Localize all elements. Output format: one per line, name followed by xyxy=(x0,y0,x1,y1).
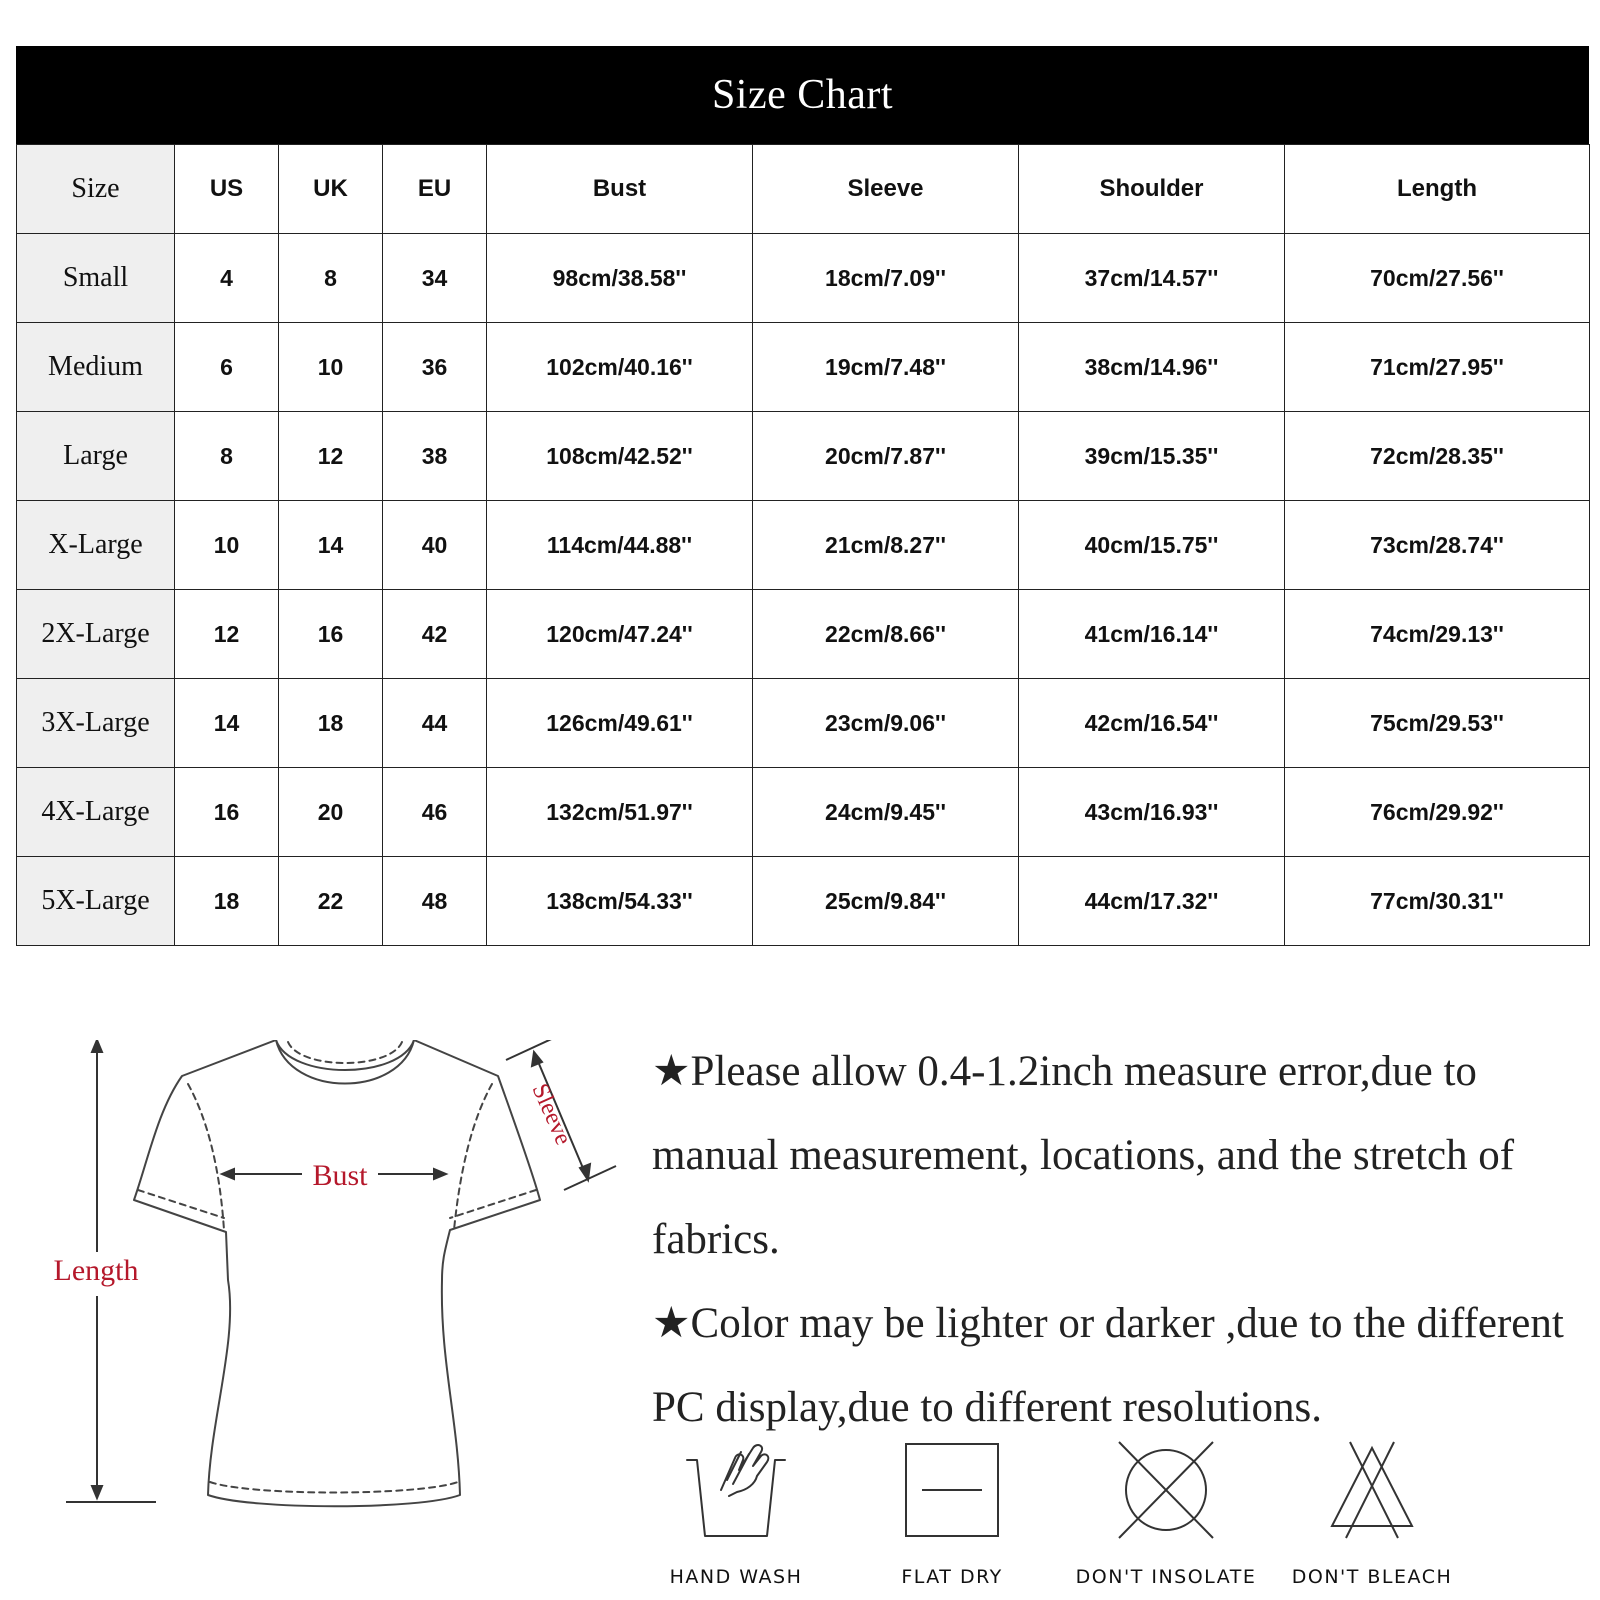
care-notes xyxy=(652,1030,1592,1450)
bust-cell: 102cm/40.16'' xyxy=(487,323,753,412)
size-cell: X-Large xyxy=(17,501,175,590)
size-cell: Medium xyxy=(17,323,175,412)
sleeve-cell: 23cm/9.06'' xyxy=(753,679,1019,768)
us-cell: 18 xyxy=(175,857,279,946)
eu-cell: 42 xyxy=(383,590,487,679)
care-instructions xyxy=(652,1440,1592,1600)
eu-cell: 44 xyxy=(383,679,487,768)
eu-cell: 46 xyxy=(383,768,487,857)
header-length: Length xyxy=(1285,145,1590,234)
uk-cell: 20 xyxy=(279,768,383,857)
uk-cell: 18 xyxy=(279,679,383,768)
shoulder-cell: 42cm/16.54'' xyxy=(1019,679,1285,768)
uk-cell: 8 xyxy=(279,234,383,323)
us-cell: 6 xyxy=(175,323,279,412)
size-table xyxy=(16,144,1590,946)
table-row xyxy=(17,679,1590,768)
eu-cell: 48 xyxy=(383,857,487,946)
chart-title: Size Chart xyxy=(16,46,1589,144)
shoulder-cell: 37cm/14.57'' xyxy=(1019,234,1285,323)
length-cell: 72cm/28.35'' xyxy=(1285,412,1590,501)
length-cell: 70cm/27.56'' xyxy=(1285,234,1590,323)
sleeve-cell: 19cm/7.48'' xyxy=(753,323,1019,412)
header-sleeve: Sleeve xyxy=(753,145,1019,234)
table-row xyxy=(17,323,1590,412)
care-dont-bleach xyxy=(1272,1440,1472,1588)
sleeve-cell: 22cm/8.66'' xyxy=(753,590,1019,679)
us-cell: 16 xyxy=(175,768,279,857)
bust-cell: 138cm/54.33'' xyxy=(487,857,753,946)
do-not-bleach-icon xyxy=(1322,1440,1422,1540)
hand-wash-label: HAND WASH xyxy=(669,1566,803,1588)
bust-cell: 120cm/47.24'' xyxy=(487,590,753,679)
us-cell: 12 xyxy=(175,590,279,679)
sleeve-cell: 21cm/8.27'' xyxy=(753,501,1019,590)
dont-bleach-label: DON'T BLEACH xyxy=(1291,1566,1453,1588)
measure-error-note: ★Please allow 0.4-1.2inch measure error,due to manual measurement, locations, and the stretch of fabrics. xyxy=(652,1048,1515,1263)
length-cell: 76cm/29.92'' xyxy=(1285,768,1590,857)
size-cell: 3X-Large xyxy=(17,679,175,768)
eu-cell: 38 xyxy=(383,412,487,501)
bust-cell: 132cm/51.97'' xyxy=(487,768,753,857)
header-shoulder: Shoulder xyxy=(1019,145,1285,234)
table-row xyxy=(17,857,1590,946)
shoulder-cell: 40cm/15.75'' xyxy=(1019,501,1285,590)
bust-cell: 108cm/42.52'' xyxy=(487,412,753,501)
shoulder-cell: 44cm/17.32'' xyxy=(1019,857,1285,946)
sleeve-cell: 25cm/9.84'' xyxy=(753,857,1019,946)
uk-cell: 16 xyxy=(279,590,383,679)
sleeve-cell: 18cm/7.09'' xyxy=(753,234,1019,323)
tshirt-measurement-diagram xyxy=(40,1040,640,1560)
header-size: Size xyxy=(17,145,175,234)
size-cell: Small xyxy=(17,234,175,323)
size-cell: Large xyxy=(17,412,175,501)
size-cell: 4X-Large xyxy=(17,768,175,857)
us-cell: 8 xyxy=(175,412,279,501)
size-chart xyxy=(16,46,1589,946)
table-row xyxy=(17,412,1590,501)
sleeve-cell: 24cm/9.45'' xyxy=(753,768,1019,857)
table-row xyxy=(17,590,1590,679)
us-cell: 14 xyxy=(175,679,279,768)
eu-cell: 40 xyxy=(383,501,487,590)
us-cell: 4 xyxy=(175,234,279,323)
header-uk: UK xyxy=(279,145,383,234)
length-label: Length xyxy=(53,1254,139,1287)
color-note: ★Color may be lighter or darker ,due to the different PC display,due to different resolutions. xyxy=(652,1300,1564,1431)
care-hand-wash xyxy=(636,1440,836,1588)
size-cell: 2X-Large xyxy=(17,590,175,679)
shoulder-cell: 38cm/14.96'' xyxy=(1019,323,1285,412)
header-eu: EU xyxy=(383,145,487,234)
uk-cell: 14 xyxy=(279,501,383,590)
length-cell: 74cm/29.13'' xyxy=(1285,590,1590,679)
shoulder-cell: 41cm/16.14'' xyxy=(1019,590,1285,679)
care-dont-insolate xyxy=(1066,1440,1266,1588)
uk-cell: 22 xyxy=(279,857,383,946)
uk-cell: 12 xyxy=(279,412,383,501)
us-cell: 10 xyxy=(175,501,279,590)
eu-cell: 34 xyxy=(383,234,487,323)
shoulder-cell: 39cm/15.35'' xyxy=(1019,412,1285,501)
table-row xyxy=(17,501,1590,590)
sleeve-label: Sleeve xyxy=(526,1079,577,1149)
header-row xyxy=(17,145,1590,234)
size-cell: 5X-Large xyxy=(17,857,175,946)
length-cell: 71cm/27.95'' xyxy=(1285,323,1590,412)
uk-cell: 10 xyxy=(279,323,383,412)
eu-cell: 36 xyxy=(383,323,487,412)
length-cell: 75cm/29.53'' xyxy=(1285,679,1590,768)
tshirt-outline-icon xyxy=(40,1040,640,1560)
length-cell: 73cm/28.74'' xyxy=(1285,501,1590,590)
bust-cell: 126cm/49.61'' xyxy=(487,679,753,768)
shoulder-cell: 43cm/16.93'' xyxy=(1019,768,1285,857)
flat-dry-label: FLAT DRY xyxy=(901,1566,1003,1588)
sleeve-cell: 20cm/7.87'' xyxy=(753,412,1019,501)
do-not-insolate-icon xyxy=(1111,1440,1221,1540)
length-cell: 77cm/30.31'' xyxy=(1285,857,1590,946)
bust-cell: 114cm/44.88'' xyxy=(487,501,753,590)
table-row xyxy=(17,768,1590,857)
header-bust: Bust xyxy=(487,145,753,234)
bust-label: Bust xyxy=(312,1159,368,1192)
dont-insolate-label: DON'T INSOLATE xyxy=(1075,1566,1257,1588)
header-us: US xyxy=(175,145,279,234)
flat-dry-icon xyxy=(902,1440,1002,1540)
care-flat-dry xyxy=(852,1440,1052,1588)
hand-wash-icon xyxy=(681,1440,791,1540)
bust-cell: 98cm/38.58'' xyxy=(487,234,753,323)
table-row xyxy=(17,234,1590,323)
